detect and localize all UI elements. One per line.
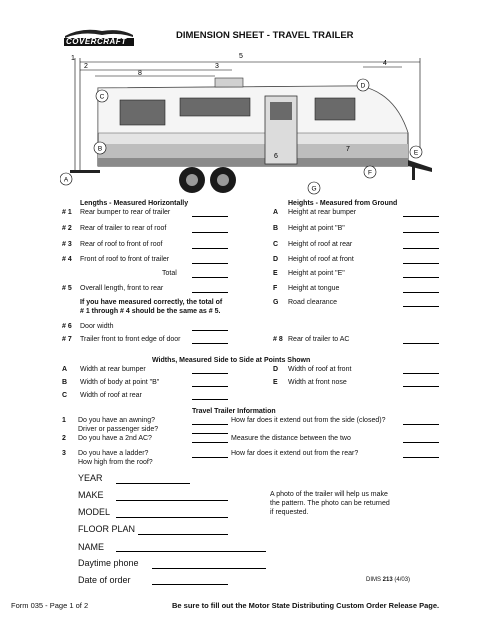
width-num: A [62, 366, 68, 373]
height-g-input[interactable] [403, 306, 439, 307]
height-row-g [273, 298, 338, 307]
svg-text:E: E [413, 149, 419, 157]
length-row-7 [62, 335, 181, 344]
width-row-a [62, 365, 146, 374]
length-row-4 [62, 255, 170, 264]
phone-label: Daytime phone [78, 558, 139, 568]
length-label: Front of roof to front of trailer [80, 256, 170, 263]
info-q2-line1: Do you have a 2nd AC? [78, 435, 152, 442]
footer-form-number: Form 035 - Page 1 of 2 [11, 601, 89, 610]
svg-text:A: A [63, 176, 69, 184]
width-a-input[interactable] [192, 373, 228, 374]
length-row-5 [62, 284, 164, 293]
length-num: # 6 [62, 323, 72, 330]
svg-text:B: B [97, 145, 103, 153]
form-code [366, 577, 410, 583]
make-label: MAKE [78, 490, 104, 500]
photo-note-2: the pattern. The photo can be returned [270, 500, 390, 507]
svg-text:4: 4 [383, 60, 387, 67]
height-num: B [273, 225, 279, 232]
width-row-d [273, 365, 352, 374]
info-q1-num: 1 [62, 417, 66, 424]
width-label: Width at rear bumper [80, 366, 146, 373]
svg-text:D: D [360, 82, 366, 90]
height-label: Height of roof at front [288, 256, 354, 263]
svg-text:7: 7 [346, 146, 350, 153]
second-ac-input[interactable] [192, 442, 228, 443]
height-label: Height at point "B" [288, 225, 345, 232]
height-f-input[interactable] [403, 292, 439, 293]
svg-text:5: 5 [239, 53, 243, 60]
make-input[interactable] [116, 500, 228, 501]
width-b-input[interactable] [192, 386, 228, 387]
info-q2-num: 2 [62, 435, 66, 442]
total-label: Total [162, 270, 177, 277]
info-q3-num: 3 [62, 450, 66, 457]
length-label: Trailer front to front edge of door [80, 336, 181, 343]
svg-text:8: 8 [138, 70, 142, 77]
name-label: NAME [78, 542, 105, 552]
heights-heading: Heights - Measured from Ground [288, 200, 398, 207]
name-input[interactable] [116, 551, 266, 552]
form-code-number: 213 [382, 577, 393, 583]
width-num: D [273, 366, 279, 373]
length-8-input[interactable] [403, 343, 439, 344]
width-label: Width of roof at rear [80, 392, 142, 399]
svg-text:G: G [311, 185, 317, 193]
awning-extend-input[interactable] [403, 424, 439, 425]
length-1-input[interactable] [192, 216, 228, 217]
length-label: Door width [80, 323, 114, 330]
info-q1-line2: Driver or passenger side? [78, 426, 159, 433]
width-row-c [62, 391, 142, 400]
width-d-input[interactable] [403, 373, 439, 374]
ladder-extend-input[interactable] [403, 457, 439, 458]
width-c-input[interactable] [192, 399, 228, 400]
width-row-e [273, 378, 347, 387]
floor-plan-input[interactable] [138, 534, 228, 535]
photo-note-1: A photo of the trailer will help us make [270, 491, 388, 498]
svg-text:3: 3 [215, 63, 219, 70]
height-num: C [273, 241, 279, 248]
trailer-diagram [60, 48, 440, 198]
svg-text:F: F [368, 169, 372, 177]
svg-text:2: 2 [84, 63, 88, 70]
svg-text:1: 1 [71, 55, 75, 62]
phone-input[interactable] [152, 568, 266, 569]
total-input[interactable] [192, 277, 228, 278]
length-num: # 4 [62, 256, 72, 263]
length-num: # 3 [62, 241, 72, 248]
length-check-note-2: # 1 through # 4 should be the same as # 5. [80, 308, 221, 315]
date-input[interactable] [152, 584, 228, 585]
length-row-6 [62, 322, 114, 331]
model-input[interactable] [116, 517, 228, 518]
photo-note-3: if requested. [270, 509, 309, 516]
height-label: Height at tongue [288, 285, 340, 292]
length-row-1 [62, 208, 171, 217]
ladder-input[interactable] [192, 457, 228, 458]
height-label: Height at rear bumper [288, 209, 357, 216]
page-title: DIMENSION SHEET - TRAVEL TRAILER [176, 30, 354, 41]
length-num: # 5 [62, 285, 72, 292]
length-label: Rear of trailer to rear of roof [80, 225, 167, 232]
year-label: YEAR [78, 473, 103, 483]
height-label: Height at point "E" [288, 270, 345, 277]
width-num: C [62, 392, 68, 399]
width-e-input[interactable] [403, 386, 439, 387]
height-d-input[interactable] [403, 263, 439, 264]
form-code-prefix: DIMS [366, 577, 383, 583]
length-7-input[interactable] [192, 343, 228, 344]
form-code-date: (4/03) [392, 577, 411, 583]
height-num: E [273, 270, 278, 277]
length-2-input[interactable] [192, 232, 228, 233]
height-a-input[interactable] [403, 216, 439, 217]
date-label: Date of order [78, 575, 131, 585]
height-num: F [273, 285, 278, 292]
height-num: D [273, 256, 279, 263]
model-label: MODEL [78, 507, 111, 517]
height-c-input[interactable] [403, 248, 439, 249]
length-label: Rear bumper to rear of trailer [80, 209, 171, 216]
lengths-heading: Lengths - Measured Horizontally [80, 200, 189, 207]
width-label: Width at front nose [288, 379, 347, 386]
info-q1-line1: Do you have an awning? [78, 417, 156, 424]
widths-heading: Widths, Measured Side to Side at Points Shown [152, 357, 311, 364]
footer-notice: Be sure to fill out the Motor State Distributing Custom Order Release Page. [172, 601, 440, 610]
length-label: Rear of roof to front of roof [80, 241, 163, 248]
info-q3-right: How far does it extend out from the rear? [231, 450, 359, 457]
trailer-illustration [60, 48, 440, 198]
height-row-f [273, 284, 340, 293]
height-num: A [273, 209, 279, 216]
info-heading: Travel Trailer Information [192, 408, 276, 415]
length-5-input[interactable] [192, 292, 228, 293]
height-label: Road clearance [288, 299, 338, 306]
height-row-e [273, 269, 345, 278]
height-row-b [273, 224, 345, 233]
width-num: E [273, 379, 278, 386]
length-label: Rear of trailer to AC [288, 336, 350, 343]
width-num: B [62, 379, 68, 386]
ac-distance-input[interactable] [403, 442, 439, 443]
length-label: Overall length, front to rear [80, 285, 164, 292]
height-e-input[interactable] [403, 277, 439, 278]
awning-side-input[interactable] [192, 433, 228, 434]
svg-text:6: 6 [274, 153, 278, 160]
length-num: # 1 [62, 209, 72, 216]
length-6-input[interactable] [192, 330, 228, 331]
info-q3-line1: Do you have a ladder? [78, 450, 149, 457]
length-num: # 7 [62, 336, 72, 343]
width-row-b [62, 378, 160, 387]
height-label: Height of roof at rear [288, 241, 353, 248]
svg-text:C: C [99, 93, 105, 101]
height-row-a [273, 208, 357, 217]
info-q2-right: Measure the distance between the two [231, 435, 351, 442]
length-check-note-1: If you have measured correctly, the total of [80, 299, 223, 306]
length-num: # 8 [273, 336, 283, 343]
floor-plan-label: FLOOR PLAN [78, 524, 136, 534]
width-label: Width of body at point "B" [80, 379, 160, 386]
length-row-3 [62, 240, 163, 249]
height-row-d [273, 255, 354, 264]
length-row-8 [273, 335, 350, 344]
awning-input[interactable] [192, 424, 228, 425]
height-num: G [273, 299, 279, 306]
logo-text: COVERCRAFT [66, 37, 127, 46]
info-q1-right: How far does it extend out from the side (closed)? [231, 417, 386, 424]
height-b-input[interactable] [403, 232, 439, 233]
width-label: Width of roof at front [288, 366, 352, 373]
length-3-input[interactable] [192, 248, 228, 249]
height-row-c [273, 240, 353, 249]
info-q3-line2: How high from the roof? [78, 459, 153, 466]
year-input[interactable] [116, 483, 190, 484]
length-4-input[interactable] [192, 263, 228, 264]
length-row-2 [62, 224, 167, 233]
covercraft-logo [62, 26, 136, 48]
length-num: # 2 [62, 225, 72, 232]
